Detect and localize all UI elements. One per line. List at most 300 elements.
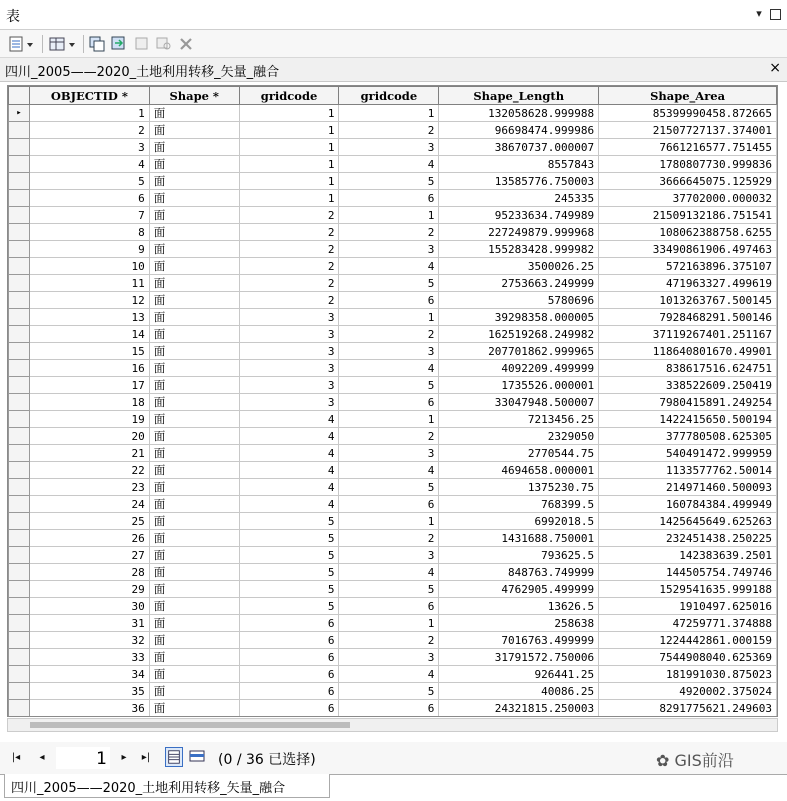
- gridcode-cell[interactable]: 4: [339, 666, 439, 683]
- shape-area-cell[interactable]: 1422415650.500194: [599, 411, 777, 428]
- table-row[interactable]: [9, 360, 777, 377]
- row-selector[interactable]: [9, 343, 30, 360]
- shape-length-cell[interactable]: 2329050: [439, 428, 599, 445]
- row-selector[interactable]: [9, 598, 30, 615]
- row-selector[interactable]: [9, 700, 30, 717]
- shape-length-cell[interactable]: 3500026.25: [439, 258, 599, 275]
- shape-cell[interactable]: 面: [149, 258, 239, 275]
- gridcode-cell[interactable]: 6: [239, 700, 339, 717]
- objectid-cell[interactable]: 33: [29, 649, 149, 666]
- row-selector[interactable]: [9, 530, 30, 547]
- row-selector[interactable]: [9, 479, 30, 496]
- row-selector[interactable]: [9, 411, 30, 428]
- gridcode-cell[interactable]: 6: [339, 496, 439, 513]
- related-tables-icon[interactable]: [48, 35, 78, 53]
- gridcode-cell[interactable]: 3: [239, 360, 339, 377]
- gridcode-cell[interactable]: 2: [239, 292, 339, 309]
- gridcode-cell[interactable]: 5: [239, 564, 339, 581]
- gridcode-cell[interactable]: 6: [339, 190, 439, 207]
- gridcode-cell[interactable]: 6: [239, 649, 339, 666]
- previous-record-button[interactable]: ◂: [39, 752, 45, 763]
- table-row[interactable]: [9, 309, 777, 326]
- shape-length-cell[interactable]: 24321815.250003: [439, 700, 599, 717]
- gridcode-cell[interactable]: 2: [239, 207, 339, 224]
- gridcode-cell[interactable]: 1: [339, 411, 439, 428]
- objectid-cell[interactable]: 10: [29, 258, 149, 275]
- gridcode-cell[interactable]: 2: [339, 428, 439, 445]
- table-row[interactable]: [9, 462, 777, 479]
- shape-length-cell[interactable]: 155283428.999982: [439, 241, 599, 258]
- shape-length-cell[interactable]: 95233634.749989: [439, 207, 599, 224]
- row-selector-header[interactable]: [9, 87, 30, 105]
- objectid-cell[interactable]: 31: [29, 615, 149, 632]
- objectid-cell[interactable]: 27: [29, 547, 149, 564]
- shape-area-cell[interactable]: 142383639.2501: [599, 547, 777, 564]
- column-header[interactable]: OBJECTID *: [29, 87, 149, 105]
- table-row[interactable]: [9, 411, 777, 428]
- row-selector[interactable]: [9, 615, 30, 632]
- table-row[interactable]: [9, 139, 777, 156]
- gridcode-cell[interactable]: 4: [239, 428, 339, 445]
- shape-length-cell[interactable]: 227249879.999968: [439, 224, 599, 241]
- gridcode-cell[interactable]: 3: [239, 394, 339, 411]
- objectid-cell[interactable]: 30: [29, 598, 149, 615]
- table-row[interactable]: [9, 326, 777, 343]
- shape-area-cell[interactable]: 181991030.875023: [599, 666, 777, 683]
- column-header[interactable]: gridcode: [239, 87, 339, 105]
- shape-cell[interactable]: 面: [149, 173, 239, 190]
- gridcode-cell[interactable]: 3: [239, 309, 339, 326]
- shape-cell[interactable]: 面: [149, 190, 239, 207]
- objectid-cell[interactable]: 32: [29, 632, 149, 649]
- scrollbar-thumb[interactable]: [30, 722, 350, 728]
- gridcode-cell[interactable]: 3: [339, 547, 439, 564]
- bottom-table-tab[interactable]: [4, 774, 330, 798]
- shape-area-cell[interactable]: 1529541635.999188: [599, 581, 777, 598]
- row-selector[interactable]: [9, 224, 30, 241]
- shape-area-cell[interactable]: 21507727137.374001: [599, 122, 777, 139]
- shape-cell[interactable]: 面: [149, 377, 239, 394]
- zoom-to-selected-icon[interactable]: [155, 35, 173, 53]
- shape-length-cell[interactable]: 8557843: [439, 156, 599, 173]
- table-row[interactable]: [9, 428, 777, 445]
- column-header[interactable]: Shape_Length: [439, 87, 599, 105]
- table-row[interactable]: [9, 530, 777, 547]
- gridcode-cell[interactable]: 6: [339, 292, 439, 309]
- objectid-cell[interactable]: 20: [29, 428, 149, 445]
- row-selector[interactable]: ▸: [9, 105, 30, 122]
- shape-length-cell[interactable]: 207701862.999965: [439, 343, 599, 360]
- row-selector[interactable]: [9, 275, 30, 292]
- row-selector[interactable]: [9, 666, 30, 683]
- row-selector[interactable]: [9, 513, 30, 530]
- shape-cell[interactable]: 面: [149, 581, 239, 598]
- gridcode-cell[interactable]: 5: [339, 683, 439, 700]
- row-selector[interactable]: [9, 173, 30, 190]
- gridcode-cell[interactable]: 6: [239, 615, 339, 632]
- gridcode-cell[interactable]: 4: [239, 462, 339, 479]
- shape-area-cell[interactable]: 108062388758.6255: [599, 224, 777, 241]
- shape-area-cell[interactable]: 377780508.625305: [599, 428, 777, 445]
- gridcode-cell[interactable]: 3: [239, 377, 339, 394]
- objectid-cell[interactable]: 18: [29, 394, 149, 411]
- shape-cell[interactable]: 面: [149, 207, 239, 224]
- row-selector[interactable]: [9, 462, 30, 479]
- gridcode-cell[interactable]: 2: [239, 258, 339, 275]
- shape-length-cell[interactable]: 13585776.750003: [439, 173, 599, 190]
- objectid-cell[interactable]: 17: [29, 377, 149, 394]
- shape-cell[interactable]: 面: [149, 462, 239, 479]
- gridcode-cell[interactable]: 5: [239, 547, 339, 564]
- shape-area-cell[interactable]: 1780807730.999836: [599, 156, 777, 173]
- shape-length-cell[interactable]: 39298358.000005: [439, 309, 599, 326]
- gridcode-cell[interactable]: 6: [339, 700, 439, 717]
- gridcode-cell[interactable]: 1: [339, 207, 439, 224]
- shape-length-cell[interactable]: 1375230.75: [439, 479, 599, 496]
- shape-area-cell[interactable]: 3666645075.125929: [599, 173, 777, 190]
- table-row[interactable]: [9, 598, 777, 615]
- shape-length-cell[interactable]: 4762905.499999: [439, 581, 599, 598]
- gridcode-cell[interactable]: 2: [339, 632, 439, 649]
- shape-area-cell[interactable]: 471963327.499619: [599, 275, 777, 292]
- shape-length-cell[interactable]: 7213456.25: [439, 411, 599, 428]
- shape-cell[interactable]: 面: [149, 598, 239, 615]
- row-selector[interactable]: [9, 428, 30, 445]
- gridcode-cell[interactable]: 5: [239, 598, 339, 615]
- shape-length-cell[interactable]: 1735526.000001: [439, 377, 599, 394]
- gridcode-cell[interactable]: 3: [339, 343, 439, 360]
- row-selector[interactable]: [9, 326, 30, 343]
- table-row[interactable]: [9, 377, 777, 394]
- column-header[interactable]: Shape_Area: [599, 87, 777, 105]
- table-row[interactable]: [9, 343, 777, 360]
- gridcode-cell[interactable]: 5: [339, 377, 439, 394]
- shape-area-cell[interactable]: 214971460.500093: [599, 479, 777, 496]
- show-selected-records-icon[interactable]: [188, 747, 206, 767]
- shape-length-cell[interactable]: 40086.25: [439, 683, 599, 700]
- table-row[interactable]: [9, 445, 777, 462]
- shape-cell[interactable]: 面: [149, 547, 239, 564]
- table-row[interactable]: [9, 700, 777, 717]
- shape-length-cell[interactable]: 4694658.000001: [439, 462, 599, 479]
- shape-cell[interactable]: 面: [149, 632, 239, 649]
- current-record-field[interactable]: 1: [56, 747, 110, 769]
- shape-length-cell[interactable]: 1431688.750001: [439, 530, 599, 547]
- shape-cell[interactable]: 面: [149, 428, 239, 445]
- objectid-cell[interactable]: 12: [29, 292, 149, 309]
- gridcode-cell[interactable]: 4: [239, 445, 339, 462]
- shape-area-cell[interactable]: 8291775621.249603: [599, 700, 777, 717]
- shape-area-cell[interactable]: 838617516.624751: [599, 360, 777, 377]
- row-selector[interactable]: [9, 581, 30, 598]
- gridcode-cell[interactable]: 4: [239, 479, 339, 496]
- table-row[interactable]: [9, 564, 777, 581]
- next-record-button[interactable]: ▸: [121, 752, 127, 763]
- objectid-cell[interactable]: 2: [29, 122, 149, 139]
- switch-selection-icon[interactable]: [110, 35, 128, 53]
- shape-area-cell[interactable]: 160784384.499949: [599, 496, 777, 513]
- shape-length-cell[interactable]: 96698474.999986: [439, 122, 599, 139]
- table-row[interactable]: [9, 547, 777, 564]
- objectid-cell[interactable]: 16: [29, 360, 149, 377]
- table-row[interactable]: [9, 122, 777, 139]
- table-row[interactable]: [9, 581, 777, 598]
- shape-area-cell[interactable]: 7980415891.249254: [599, 394, 777, 411]
- objectid-cell[interactable]: 19: [29, 411, 149, 428]
- row-selector[interactable]: [9, 564, 30, 581]
- objectid-cell[interactable]: 35: [29, 683, 149, 700]
- gridcode-cell[interactable]: 1: [239, 190, 339, 207]
- gridcode-cell[interactable]: 1: [339, 615, 439, 632]
- objectid-cell[interactable]: 13: [29, 309, 149, 326]
- objectid-cell[interactable]: 21: [29, 445, 149, 462]
- table-row[interactable]: [9, 105, 777, 122]
- shape-area-cell[interactable]: 1224442861.000159: [599, 632, 777, 649]
- clear-selection-icon[interactable]: [134, 35, 150, 53]
- shape-cell[interactable]: 面: [149, 649, 239, 666]
- gridcode-cell[interactable]: 3: [339, 649, 439, 666]
- shape-cell[interactable]: 面: [149, 700, 239, 717]
- row-selector[interactable]: [9, 496, 30, 513]
- gridcode-cell[interactable]: 4: [339, 360, 439, 377]
- row-selector[interactable]: [9, 683, 30, 700]
- row-selector[interactable]: [9, 394, 30, 411]
- table-row[interactable]: [9, 173, 777, 190]
- gridcode-cell[interactable]: 6: [339, 394, 439, 411]
- objectid-cell[interactable]: 29: [29, 581, 149, 598]
- select-by-attributes-icon[interactable]: [88, 35, 106, 53]
- table-row[interactable]: [9, 292, 777, 309]
- shape-length-cell[interactable]: 7016763.499999: [439, 632, 599, 649]
- shape-area-cell[interactable]: 540491472.999959: [599, 445, 777, 462]
- objectid-cell[interactable]: 24: [29, 496, 149, 513]
- row-selector[interactable]: [9, 632, 30, 649]
- horizontal-scrollbar[interactable]: [7, 718, 778, 732]
- shape-cell[interactable]: 面: [149, 292, 239, 309]
- shape-area-cell[interactable]: 4920002.375024: [599, 683, 777, 700]
- row-selector[interactable]: [9, 377, 30, 394]
- objectid-cell[interactable]: 1: [29, 105, 149, 122]
- objectid-cell[interactable]: 23: [29, 479, 149, 496]
- shape-area-cell[interactable]: 1910497.625016: [599, 598, 777, 615]
- gridcode-cell[interactable]: 2: [239, 241, 339, 258]
- row-selector[interactable]: [9, 445, 30, 462]
- row-selector[interactable]: [9, 139, 30, 156]
- shape-area-cell[interactable]: 1133577762.50014: [599, 462, 777, 479]
- shape-area-cell[interactable]: 232451438.250225: [599, 530, 777, 547]
- shape-cell[interactable]: 面: [149, 326, 239, 343]
- shape-cell[interactable]: 面: [149, 564, 239, 581]
- gridcode-cell[interactable]: 5: [239, 581, 339, 598]
- shape-cell[interactable]: 面: [149, 445, 239, 462]
- gridcode-cell[interactable]: 2: [239, 224, 339, 241]
- table-row[interactable]: [9, 275, 777, 292]
- objectid-cell[interactable]: 22: [29, 462, 149, 479]
- table-row[interactable]: [9, 394, 777, 411]
- table-row[interactable]: [9, 649, 777, 666]
- shape-area-cell[interactable]: 37119267401.251167: [599, 326, 777, 343]
- objectid-cell[interactable]: 25: [29, 513, 149, 530]
- row-selector[interactable]: [9, 309, 30, 326]
- table-row[interactable]: [9, 666, 777, 683]
- gridcode-cell[interactable]: 3: [339, 445, 439, 462]
- row-selector[interactable]: [9, 360, 30, 377]
- gridcode-cell[interactable]: 1: [239, 156, 339, 173]
- gridcode-cell[interactable]: 1: [339, 513, 439, 530]
- column-header[interactable]: Shape *: [149, 87, 239, 105]
- shape-length-cell[interactable]: 2770544.75: [439, 445, 599, 462]
- shape-area-cell[interactable]: 7544908040.625369: [599, 649, 777, 666]
- row-selector[interactable]: [9, 241, 30, 258]
- table-row[interactable]: [9, 156, 777, 173]
- shape-length-cell[interactable]: 258638: [439, 615, 599, 632]
- shape-length-cell[interactable]: 2753663.249999: [439, 275, 599, 292]
- shape-area-cell[interactable]: 7661216577.751455: [599, 139, 777, 156]
- column-header[interactable]: gridcode: [339, 87, 439, 105]
- shape-area-cell[interactable]: 47259771.374888: [599, 615, 777, 632]
- row-selector[interactable]: [9, 122, 30, 139]
- shape-cell[interactable]: 面: [149, 241, 239, 258]
- gridcode-cell[interactable]: 1: [339, 309, 439, 326]
- shape-length-cell[interactable]: 5780696: [439, 292, 599, 309]
- table-row[interactable]: [9, 479, 777, 496]
- shape-area-cell[interactable]: 7928468291.500146: [599, 309, 777, 326]
- gridcode-cell[interactable]: 6: [339, 598, 439, 615]
- gridcode-cell[interactable]: 1: [239, 173, 339, 190]
- shape-area-cell[interactable]: 21509132186.751541: [599, 207, 777, 224]
- close-table-tab-icon[interactable]: ×: [769, 60, 781, 76]
- gridcode-cell[interactable]: 3: [339, 139, 439, 156]
- table-row[interactable]: [9, 190, 777, 207]
- shape-length-cell[interactable]: 768399.5: [439, 496, 599, 513]
- shape-length-cell[interactable]: 132058628.999988: [439, 105, 599, 122]
- gridcode-cell[interactable]: 4: [339, 258, 439, 275]
- table-row[interactable]: [9, 683, 777, 700]
- table-row[interactable]: [9, 258, 777, 275]
- shape-cell[interactable]: 面: [149, 343, 239, 360]
- shape-cell[interactable]: 面: [149, 496, 239, 513]
- shape-cell[interactable]: 面: [149, 479, 239, 496]
- shape-area-cell[interactable]: 572163896.375107: [599, 258, 777, 275]
- objectid-cell[interactable]: 8: [29, 224, 149, 241]
- gridcode-cell[interactable]: 6: [239, 666, 339, 683]
- gridcode-cell[interactable]: 3: [239, 326, 339, 343]
- gridcode-cell[interactable]: 1: [239, 122, 339, 139]
- shape-cell[interactable]: 面: [149, 122, 239, 139]
- shape-area-cell[interactable]: 118640801670.49901: [599, 343, 777, 360]
- row-selector[interactable]: [9, 207, 30, 224]
- show-all-records-icon[interactable]: [165, 747, 183, 767]
- gridcode-cell[interactable]: 4: [339, 156, 439, 173]
- table-row[interactable]: [9, 241, 777, 258]
- gridcode-cell[interactable]: 4: [339, 564, 439, 581]
- table-row[interactable]: [9, 496, 777, 513]
- shape-cell[interactable]: 面: [149, 275, 239, 292]
- objectid-cell[interactable]: 7: [29, 207, 149, 224]
- shape-cell[interactable]: 面: [149, 411, 239, 428]
- objectid-cell[interactable]: 9: [29, 241, 149, 258]
- shape-cell[interactable]: 面: [149, 530, 239, 547]
- row-selector[interactable]: [9, 649, 30, 666]
- objectid-cell[interactable]: 36: [29, 700, 149, 717]
- maximize-icon[interactable]: [770, 9, 781, 20]
- gridcode-cell[interactable]: 6: [239, 683, 339, 700]
- shape-area-cell[interactable]: 33490861906.497463: [599, 241, 777, 258]
- shape-length-cell[interactable]: 245335: [439, 190, 599, 207]
- shape-length-cell[interactable]: 162519268.249982: [439, 326, 599, 343]
- shape-length-cell[interactable]: 848763.749999: [439, 564, 599, 581]
- shape-length-cell[interactable]: 4092209.499999: [439, 360, 599, 377]
- row-selector[interactable]: [9, 156, 30, 173]
- gridcode-cell[interactable]: 5: [339, 173, 439, 190]
- shape-length-cell[interactable]: 33047948.500007: [439, 394, 599, 411]
- gridcode-cell[interactable]: 2: [339, 122, 439, 139]
- shape-cell[interactable]: 面: [149, 105, 239, 122]
- table-row[interactable]: [9, 513, 777, 530]
- shape-length-cell[interactable]: 31791572.750006: [439, 649, 599, 666]
- shape-length-cell[interactable]: 38670737.000007: [439, 139, 599, 156]
- objectid-cell[interactable]: 15: [29, 343, 149, 360]
- objectid-cell[interactable]: 4: [29, 156, 149, 173]
- gridcode-cell[interactable]: 4: [339, 462, 439, 479]
- shape-cell[interactable]: 面: [149, 156, 239, 173]
- shape-area-cell[interactable]: 37702000.000032: [599, 190, 777, 207]
- gridcode-cell[interactable]: 5: [239, 513, 339, 530]
- shape-length-cell[interactable]: 13626.5: [439, 598, 599, 615]
- gridcode-cell[interactable]: 2: [339, 326, 439, 343]
- shape-length-cell[interactable]: 6992018.5: [439, 513, 599, 530]
- gridcode-cell[interactable]: 5: [339, 581, 439, 598]
- last-record-button[interactable]: ▸|: [141, 752, 151, 763]
- gridcode-cell[interactable]: 5: [339, 275, 439, 292]
- shape-area-cell[interactable]: 1013263767.500145: [599, 292, 777, 309]
- table-row[interactable]: [9, 224, 777, 241]
- gridcode-cell[interactable]: 1: [339, 105, 439, 122]
- shape-cell[interactable]: 面: [149, 615, 239, 632]
- shape-length-cell[interactable]: 793625.5: [439, 547, 599, 564]
- shape-area-cell[interactable]: 144505754.749746: [599, 564, 777, 581]
- gridcode-cell[interactable]: 2: [339, 224, 439, 241]
- table-row[interactable]: [9, 615, 777, 632]
- objectid-cell[interactable]: 26: [29, 530, 149, 547]
- table-options-icon[interactable]: [8, 35, 36, 53]
- objectid-cell[interactable]: 34: [29, 666, 149, 683]
- objectid-cell[interactable]: 11: [29, 275, 149, 292]
- objectid-cell[interactable]: 6: [29, 190, 149, 207]
- table-row[interactable]: [9, 207, 777, 224]
- gridcode-cell[interactable]: 2: [339, 530, 439, 547]
- shape-area-cell[interactable]: 338522609.250419: [599, 377, 777, 394]
- row-selector[interactable]: [9, 292, 30, 309]
- shape-cell[interactable]: 面: [149, 360, 239, 377]
- row-selector[interactable]: [9, 190, 30, 207]
- row-selector[interactable]: [9, 258, 30, 275]
- gridcode-cell[interactable]: 6: [239, 632, 339, 649]
- shape-length-cell[interactable]: 926441.25: [439, 666, 599, 683]
- shape-cell[interactable]: 面: [149, 513, 239, 530]
- shape-cell[interactable]: 面: [149, 394, 239, 411]
- shape-cell[interactable]: 面: [149, 309, 239, 326]
- shape-cell[interactable]: 面: [149, 683, 239, 700]
- gridcode-cell[interactable]: 4: [239, 496, 339, 513]
- gridcode-cell[interactable]: 5: [239, 530, 339, 547]
- shape-area-cell[interactable]: 85399990458.872665: [599, 105, 777, 122]
- shape-cell[interactable]: 面: [149, 139, 239, 156]
- table-row[interactable]: [9, 632, 777, 649]
- shape-area-cell[interactable]: 1425645649.625263: [599, 513, 777, 530]
- table-tab-title[interactable]: 四川_2005——2020_土地利用转移_矢量_融合: [5, 65, 280, 80]
- objectid-cell[interactable]: 5: [29, 173, 149, 190]
